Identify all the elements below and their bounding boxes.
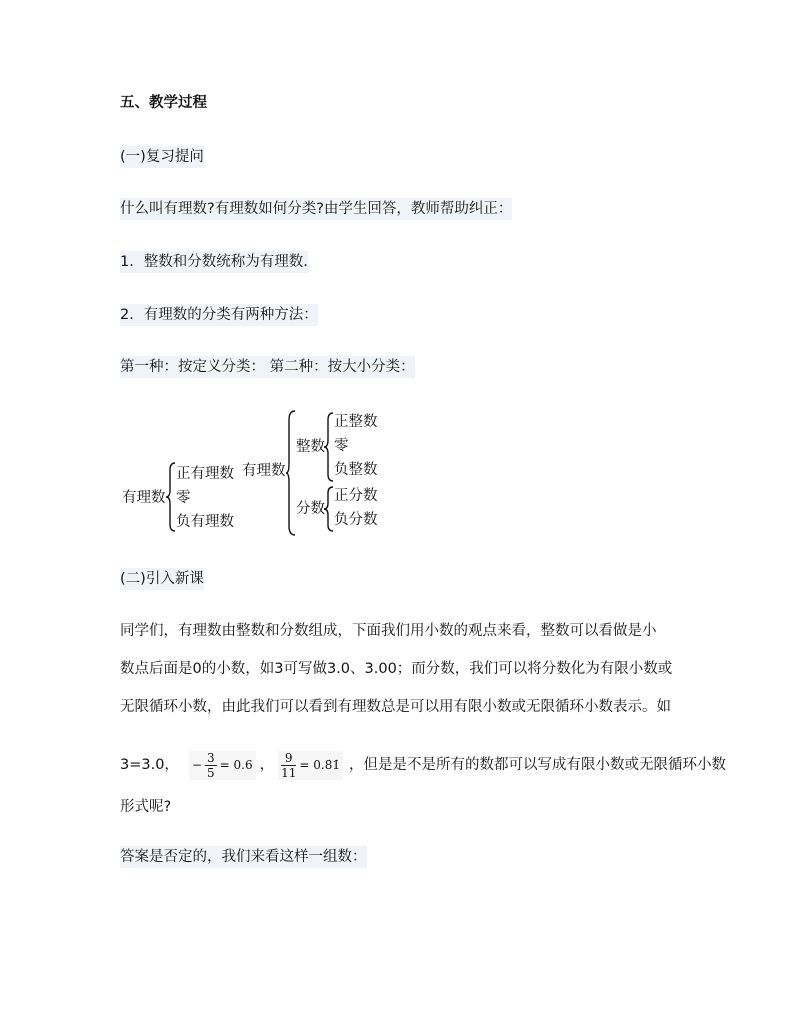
paragraph-line: 形式呢? <box>120 799 172 815</box>
minus-sign: − <box>191 758 202 772</box>
numerator: 3 <box>207 750 215 765</box>
fraction <box>205 751 217 780</box>
brace-icon <box>324 412 334 482</box>
paragraph-line: 数点后面是0的小数，如3可写做3.0、3.00；而分数，我们可以将分数化为有限小数或 <box>120 661 673 677</box>
tree-node-integer: 整数 <box>296 439 325 455</box>
tree-leaf-label: 零 <box>334 438 349 454</box>
example-suffix: ，但是是不是所有的数都可以写成有限小数或无限循环小数 <box>348 757 726 773</box>
brace-icon <box>286 410 296 536</box>
separator: ， <box>259 757 275 773</box>
decimal-value: = 0.8̇1̇ <box>299 758 340 772</box>
list-item-1: 1．整数和分数统称为有理数. <box>120 251 308 273</box>
paragraph-line: 同学们，有理数由整数和分数组成，下面我们用小数的观点来看，整数可以看做是小 <box>120 623 657 639</box>
paragraph-line: 无限循环小数，由此我们可以看到有理数总是可以用有限小数或无限循环小数表示。如 <box>120 699 671 715</box>
tree-leaf-label: 正整数 <box>334 414 378 430</box>
numerator: 9 <box>281 751 296 766</box>
question-text: 什么叫有理数?有理数如何分类?由学生回答，教师帮助纠正： <box>120 198 512 220</box>
tree-root-label: 有理数 <box>122 490 166 506</box>
fraction-example-2 <box>278 751 343 780</box>
denominator: 11 <box>281 765 297 780</box>
tree-leaf-label: 负整数 <box>334 462 378 478</box>
section-heading: 五、教学过程 <box>120 95 207 111</box>
example-prefix: 3=3.0， <box>120 757 179 773</box>
subsection-title: (二)引入新课 <box>120 568 204 590</box>
denominator: 5 <box>207 765 215 780</box>
tree-node-fraction: 分数 <box>296 501 325 517</box>
brace-icon <box>166 462 176 532</box>
tree-root-label: 有理数 <box>242 463 286 479</box>
subsection-title: (一)复习提问 <box>120 146 204 168</box>
tree-branch-label: 负有理数 <box>176 514 234 530</box>
tree-leaf-label: 负分数 <box>334 512 378 528</box>
brace-icon <box>324 486 334 532</box>
tree-leaf-label: 正分数 <box>334 488 378 504</box>
fraction <box>281 751 296 780</box>
fraction-example-1 <box>189 751 256 780</box>
decimal-value: = 0.6 <box>219 758 253 772</box>
methods-line: 第一种：按定义分类： 第二种：按大小分类： <box>120 356 415 378</box>
tree-branch-label: 正有理数 <box>176 466 234 482</box>
examples-line <box>120 746 726 784</box>
tree-branch-label: 零 <box>176 490 191 506</box>
answer-text: 答案是否定的，我们来看这样一组数： <box>120 846 367 868</box>
list-item-2: 2．有理数的分类有两种方法： <box>120 304 318 326</box>
